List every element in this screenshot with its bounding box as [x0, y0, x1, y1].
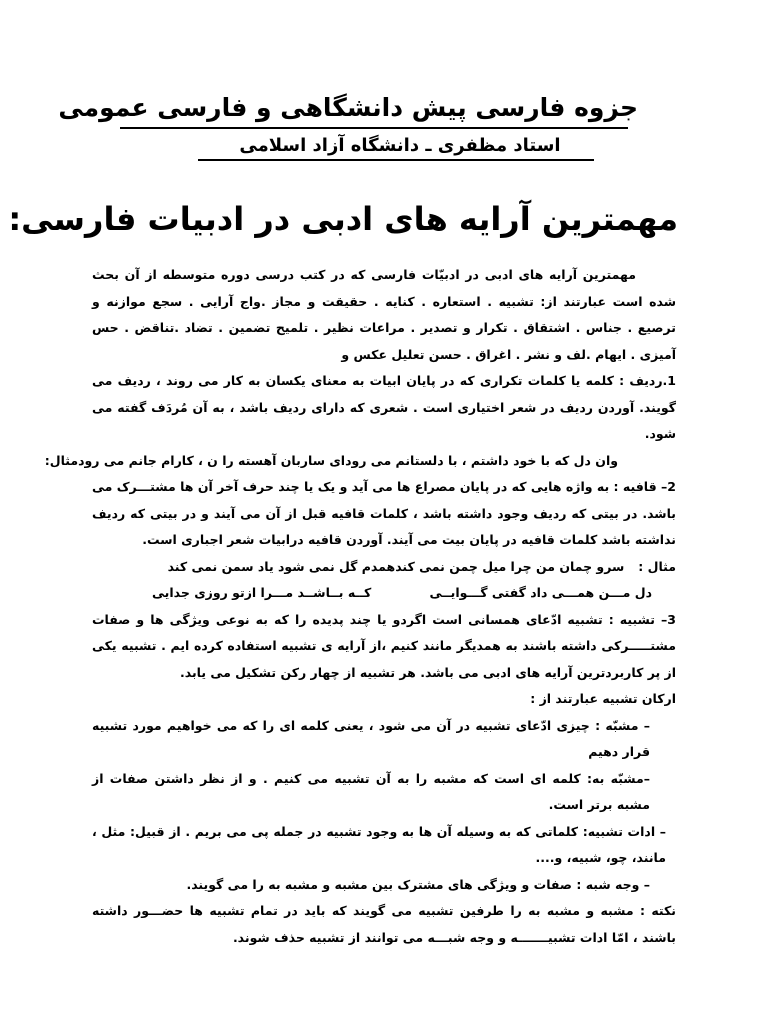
- verse-hemistich-a: ای ساربان آهسته را ن ، کارام جانم می رود: [78, 452, 346, 468]
- item-radif: 1.ردیف : کلمه یا کلمات تکراری که در پایان ابیات به معنای یکسان به کار می روند ، ردیف می گویند. آوردن ردیف در شعر اختیاری است . شعری که دارای ردیف باشد ، به آن مُردَف گفته می شود.: [92, 373, 676, 441]
- title-underline: [120, 127, 628, 129]
- example-label: مثال:: [44, 452, 79, 468]
- pillar-adat: – ادات تشبیه: کلماتی که به وسیله آن ها به وجود تشبیه در جمله پی می بریم . از قبیل: مثل ، مانند، چو، شبیه، و....: [92, 823, 666, 865]
- verse-hemistich-a: سرو چمان من چرا میل چمن نمی کند: [395, 558, 625, 574]
- verse-hemistich-b: همدم گل نمی شود یاد سمن نمی کند: [167, 558, 396, 574]
- item-tashbih: 3– تشبیه : تشبیه ادّعای همسانی است اگردو یا چند پدیده را که به نوعی ویژگی ها و صفات مشتـــــرکی داشته باشند به همدیگر مانند کنیم ،از آرایه ی تشبیه استفاده کرده ایم . تشبیه یکی از پر کاربردترین آرایه های ادبی می باشد. هر تشبیه از چهار رکن تشکیل می یابد.: [92, 611, 676, 680]
- example-verse-radif: [44, 448, 676, 475]
- example-verse-qafieh-2: [92, 580, 676, 607]
- pillar-moshabbah-beh: –مشبّه به: کلمه ای است که مشبه را به آن تشبیه می کنیم . و از نظر داشتن صفات از مشبه برتر است.: [92, 770, 650, 812]
- pillar-moshabbah: – مشبّه : چیزی ادّعای تشبیه در آن می شود ، یعنی کلمه ای را که می خواهیم مورد تشبیه قرار دهیم: [92, 717, 650, 759]
- example-label: مثال :: [638, 558, 676, 574]
- intro-paragraph: مهمترین آرایه های ادبی در ادبیّات فارسی که در کتب درسی دوره متوسطه از آن بحث شده است عبارتند از: تشبیه . استعاره . کنایه . حقیقت و مجاز .واج آرایی . سجع موازنه و ترصیع . جناس . اشتقاق . تکرار و تصدیر . مراعات نظیر . تلمیح تضمین . تضاد .تناقض . حس آمیزی . ایهام .لف و نشر . اغراق . حسن تعلیل عکس و: [92, 267, 676, 362]
- document-title: جزوه فارسی پیش دانشگاهی و فارسی عمومی: [58, 93, 638, 122]
- subtitle-underline: [198, 159, 594, 161]
- example-verse-qafieh-1: [92, 554, 676, 581]
- pillars-heading: ارکان تشبیه عبارتند از :: [530, 691, 676, 706]
- note-paragraph: نکته : مشبه و مشبه به را طرفین تشبیه می گویند که باید در تمام تشبیه ها حضـــور داشته باشند ، امّا ادات تشبیـــــــه و وجه شبـــه می توانند از تشبیه حذف شوند.: [92, 903, 676, 945]
- section-heading: مهمترین آرایه های ادبی در ادبیات فارسی:: [8, 200, 678, 238]
- document-body: [44, 262, 676, 951]
- verse-hemistich-c: دل مـــن همـــی داد گفتی گـــوایــی: [429, 585, 652, 600]
- document-subtitle: استاد مظفری ـ دانشگاه آزاد اسلامی: [239, 135, 561, 156]
- item-qafieh: 2– قافیه : به واژه هایی که در پایان مصراع ها می آید و یک یا چند حرف آخر آن ها مشتـــرک می باشد. در بیتی که ردیف وجود داشته باشد ، کلمات قافیه قبل از آن می آیند و در بیتی که ردیف نداشته باشد کلمات قافیه در پایان بیت می آیند. آوردن قافیه درابیات شعر اجباری است.: [92, 479, 676, 547]
- verse-hemistich-b: وان دل که با خود داشتم ، با دلستانم می رود: [345, 452, 618, 468]
- verse-hemistich-d: کــه بــاشــد مـــرا ازتو روزی جدایی: [152, 585, 372, 600]
- pillar-vajh-shebh: – وجه شبه : صفات و ویژگی های مشترک بین مشبه و مشبه به را می گویند.: [186, 876, 650, 892]
